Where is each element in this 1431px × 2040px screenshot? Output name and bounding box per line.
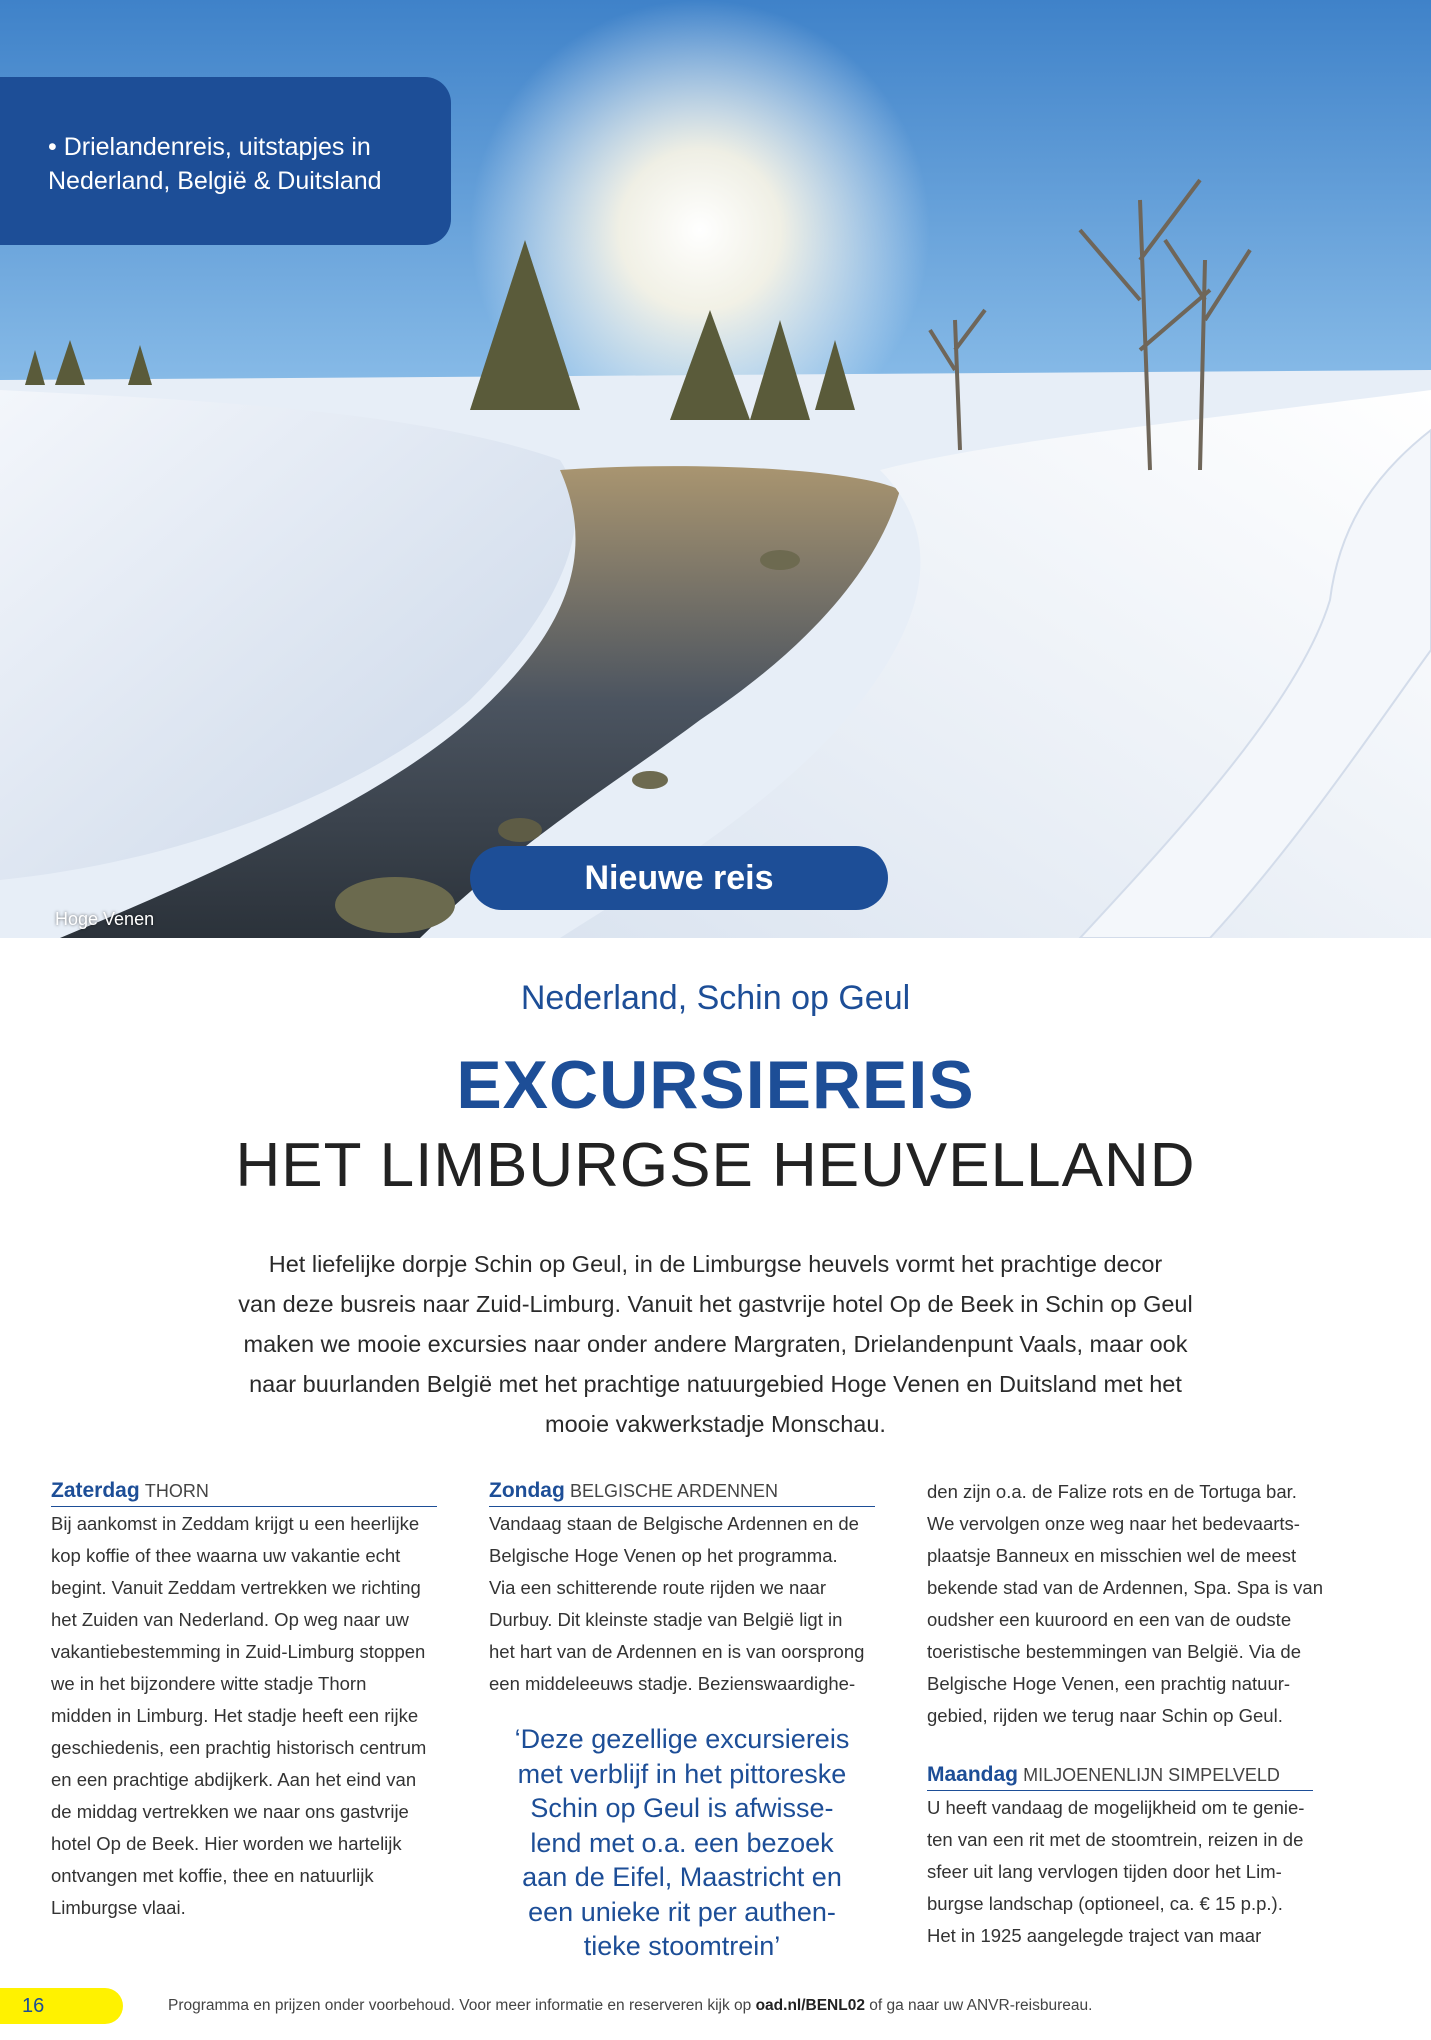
- hero-photo: [0, 0, 1431, 938]
- text-line: het Zuiden van Nederland. Op weg naar uw: [51, 1609, 409, 1630]
- quote-line: ‘Deze gezellige excursiereis: [514, 1724, 850, 1754]
- footer-text: Programma en prijzen onder voorbehoud. Voor meer informatie en reserveren kijk op: [168, 1997, 756, 2014]
- text-line: geschiedenis, een prachtig historisch centrum: [51, 1737, 427, 1758]
- text-line: midden in Limburg. Het stadje heeft een rijke: [51, 1705, 419, 1726]
- trip-type-badge: [0, 77, 451, 245]
- text-line: We vervolgen onze weg naar het bedevaarts-: [927, 1513, 1300, 1534]
- quote-line: lend met o.a. een bezoek: [530, 1827, 834, 1858]
- intro-line: Het liefelijke dorpje Schin op Geul, in de Limburgse heuvels vormt het prachtige decor: [268, 1251, 1163, 1277]
- footer-link[interactable]: oad.nl/BENL02: [755, 1997, 865, 2014]
- footer-text-end: of ga naar uw ANVR-reisbureau.: [864, 1997, 1093, 2014]
- text-line: de middag vertrekken we naar ons gastvrije: [51, 1801, 409, 1822]
- trip-location: Nederland, Schin op Geul: [520, 979, 911, 1017]
- day-place: MILJOENENLIJN SIMPELVELD: [1023, 1765, 1280, 1785]
- day-name: Maandag: [927, 1763, 1019, 1786]
- quote-line: een unieke rit per authen-: [528, 1896, 836, 1927]
- footer-note: [168, 1997, 1092, 2015]
- itinerary-monday: [927, 1760, 1313, 1952]
- text-line: Bij aankomst in Zeddam krijgt u een heerlijke: [51, 1513, 420, 1534]
- text-line: sfeer uit lang vervlogen tijden door het Lim-: [927, 1861, 1282, 1882]
- text-line: den zijn o.a. de Falize rots en de Tortuga bar.: [927, 1481, 1297, 1502]
- page-subtitle: HET LIMBURGSE HEUVELLAND: [235, 1131, 1196, 1200]
- text-line: gebied, rijden we terug naar Schin op Geul.: [927, 1705, 1283, 1726]
- text-line: ontvangen met koffie, thee en natuurlijk: [51, 1865, 374, 1886]
- text-line: plaatsje Banneux en misschien wel de meest: [927, 1545, 1297, 1566]
- text-line: en een prachtige abdijkerk. Aan het eind van: [51, 1769, 417, 1790]
- text-line: Belgische Hoge Venen, een prachtig natuur-: [927, 1673, 1291, 1694]
- trip-type-line-2: Nederland, België & Duitsland: [48, 167, 382, 195]
- text-line: begint. Vanuit Zeddam vertrekken we richting: [51, 1577, 421, 1598]
- day-name: Zondag: [489, 1479, 565, 1502]
- text-line: Via een schitterende route rijden we naar: [489, 1577, 826, 1598]
- day-heading-monday: [927, 1760, 1313, 1791]
- intro-line: maken we mooie excursies naar onder andere Margraten, Drielandenpunt Vaals, maar ook: [243, 1331, 1188, 1357]
- text-line: oudsher een kuuroord en een van de oudste: [927, 1609, 1292, 1630]
- day-heading-sunday: [489, 1476, 875, 1507]
- itinerary-column-1: [51, 1476, 437, 1924]
- itinerary-column-3: [927, 1476, 1323, 1732]
- text-line: Vandaag staan de Belgische Ardennen en de: [489, 1513, 859, 1534]
- day-place: THORN: [144, 1481, 209, 1501]
- intro-line: van deze busreis naar Zuid-Limburg. Vanuit het gastvrije hotel Op de Beek in Schin op Geul: [238, 1291, 1193, 1317]
- text-line: Durbuy. Dit kleinste stadje van België ligt in: [489, 1609, 843, 1630]
- text-line: een middeleeuws stadje. Bezienswaardighe-: [489, 1673, 856, 1694]
- itinerary-column-2: [489, 1476, 875, 1700]
- quote-line: aan de Eifel, Maastricht en: [522, 1862, 842, 1892]
- intro-line: mooie vakwerkstadje Monschau.: [545, 1411, 886, 1437]
- day-heading-saturday: [51, 1476, 437, 1507]
- page-title: EXCURSIEREIS: [456, 1047, 975, 1123]
- text-line: U heeft vandaag de mogelijkheid om te genie-: [927, 1797, 1305, 1818]
- trip-type-line-1: • Drielandenreis, uitstapjes in: [48, 133, 371, 161]
- pull-quote: [489, 1722, 875, 1964]
- text-line: toeristische bestemmingen van België. Via de: [927, 1641, 1301, 1662]
- quote-line: tieke stoomtrein’: [583, 1931, 781, 1961]
- text-line: bekende stad van de Ardennen, Spa. Spa is van: [927, 1577, 1323, 1598]
- text-line: burgse landschap (optioneel, ca. € 15 p.p.).: [927, 1893, 1283, 1914]
- text-line: vakantiebestemming in Zuid-Limburg stoppen: [51, 1641, 426, 1662]
- quote-line: Schin op Geul is afwisse-: [530, 1793, 834, 1823]
- new-trip-badge: Nieuwe reis: [470, 846, 888, 910]
- text-line: ten van een rit met de stoomtrein, reizen in de: [927, 1829, 1304, 1850]
- text-line: Belgische Hoge Venen op het programma.: [489, 1545, 838, 1566]
- quote-line: met verblijf in het pittoreske: [517, 1758, 847, 1789]
- page-number: 16: [0, 1988, 123, 2024]
- text-line: hotel Op de Beek. Hier worden we hartelijk: [51, 1833, 402, 1854]
- text-line: het hart van de Ardennen en is van oorsprong: [489, 1641, 865, 1662]
- text-line: kop koffie of thee waarna uw vakantie echt: [51, 1545, 401, 1566]
- text-line: Het in 1925 aangelegde traject van maar: [927, 1925, 1262, 1946]
- intro-line: naar buurlanden België met het prachtige natuurgebied Hoge Venen en Duitsland met het: [249, 1371, 1182, 1397]
- day-name: Zaterdag: [51, 1479, 140, 1502]
- photo-caption: Hoge Venen: [55, 909, 155, 929]
- intro-paragraph: [160, 1244, 1271, 1444]
- day-place: BELGISCHE ARDENNEN: [569, 1481, 779, 1501]
- text-line: we in het bijzondere witte stadje Thorn: [51, 1673, 367, 1694]
- text-line: Limburgse vlaai.: [51, 1897, 186, 1918]
